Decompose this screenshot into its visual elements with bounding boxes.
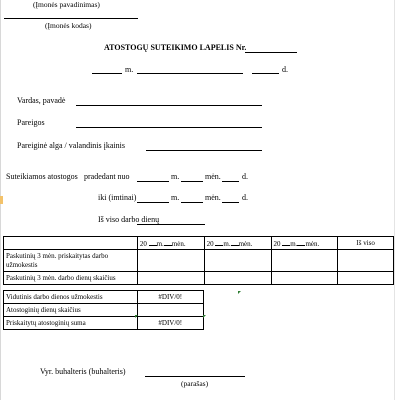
date-year-line: [92, 73, 122, 74]
total-days-line[interactable]: [137, 224, 205, 225]
from-year-suffix: m.: [171, 172, 180, 181]
to-year-suffix: m.: [171, 193, 180, 202]
signature-caption: (parašas): [181, 379, 209, 388]
date-day-line: [252, 73, 279, 74]
to-month-suffix: mėn.: [205, 193, 221, 202]
title-text: ATOSTOGŲ SUTEIKIMO LAPELIS Nr.: [104, 43, 247, 52]
from-month-suffix: mėn.: [205, 172, 221, 181]
position-label: Pareigos: [17, 118, 45, 127]
period-header-3: 20 m. mėn.: [271, 237, 338, 250]
row-label: Paskutinių 3 mėn. priskaitytas darbo užmokestis: [4, 250, 138, 272]
table-cell[interactable]: [271, 272, 338, 285]
leave-from-label: pradedant nuo: [84, 172, 130, 181]
company-code-line: [4, 18, 138, 19]
salary-label: Pareiginė alga / valandinis įkainis: [17, 141, 125, 150]
to-day-suffix: d.: [242, 193, 248, 202]
summary-table: [3, 290, 204, 330]
table-cell[interactable]: [137, 250, 204, 272]
total-header: Iš viso: [338, 237, 394, 250]
summary-label: Atostoginių dienų skaičius: [4, 304, 138, 317]
leave-to-label: iki (imtinai): [98, 193, 137, 202]
header-empty-cell: [4, 237, 138, 250]
comment-marker: [135, 315, 138, 318]
from-month-line[interactable]: [181, 181, 203, 182]
table-cell[interactable]: [137, 272, 204, 285]
table-cell[interactable]: [338, 272, 394, 285]
salary-line[interactable]: [146, 150, 262, 151]
to-month-line[interactable]: [181, 202, 203, 203]
from-day-line[interactable]: [222, 181, 239, 182]
accountant-label: Vyr. buhalteris (buhalteris): [40, 367, 126, 376]
from-year-line[interactable]: [137, 181, 169, 182]
summary-row: [4, 317, 204, 330]
table-cell[interactable]: [338, 250, 394, 272]
table-cell[interactable]: [204, 250, 271, 272]
date-year-suffix: m.: [125, 65, 134, 74]
comment-marker: [238, 291, 241, 294]
company-name-caption: (Įmonės pavadinimas): [33, 0, 100, 9]
from-day-suffix: d.: [242, 172, 248, 181]
period-header-1: 20 m. mėn.: [137, 237, 204, 250]
earnings-table: [3, 236, 394, 285]
summary-value[interactable]: [137, 304, 203, 317]
summary-value[interactable]: #DIV/0!: [137, 291, 203, 304]
comment-marker: [203, 315, 206, 318]
document-title: [104, 43, 246, 52]
signature-line[interactable]: [145, 376, 245, 377]
summary-label: Vidutinis darbo dienos užmokestis: [4, 291, 138, 304]
summary-label: Priskaitytų atostoginių suma: [4, 317, 138, 330]
to-day-line[interactable]: [222, 202, 239, 203]
table-row: [4, 272, 394, 285]
row-label: Paskutinių 3 mėn. darbo dienų skaičius: [4, 272, 138, 285]
summary-row: [4, 291, 204, 304]
date-month-line: [137, 73, 243, 74]
summary-row: [4, 304, 204, 317]
leave-label: Suteikiamos atostogos: [6, 172, 78, 181]
total-days-label: Iš viso darbo dienų: [98, 215, 160, 224]
table-row: [4, 250, 394, 272]
summary-value[interactable]: #DIV/0!: [137, 317, 203, 330]
table-cell[interactable]: [271, 250, 338, 272]
name-label: Vardas, pavadė: [17, 96, 66, 105]
table-cell[interactable]: [204, 272, 271, 285]
date-day-suffix: d.: [282, 65, 288, 74]
name-line[interactable]: [76, 105, 262, 106]
company-code-caption: (Įmonės kodas): [45, 21, 92, 30]
title-number-line: [245, 52, 297, 53]
to-year-line[interactable]: [137, 202, 169, 203]
cell-highlight-marker: [0, 196, 3, 204]
position-line[interactable]: [76, 127, 262, 128]
table-header-row: [4, 237, 394, 250]
grid-line-vertical: [394, 0, 395, 400]
period-header-2: 20 m. mėn.: [204, 237, 271, 250]
